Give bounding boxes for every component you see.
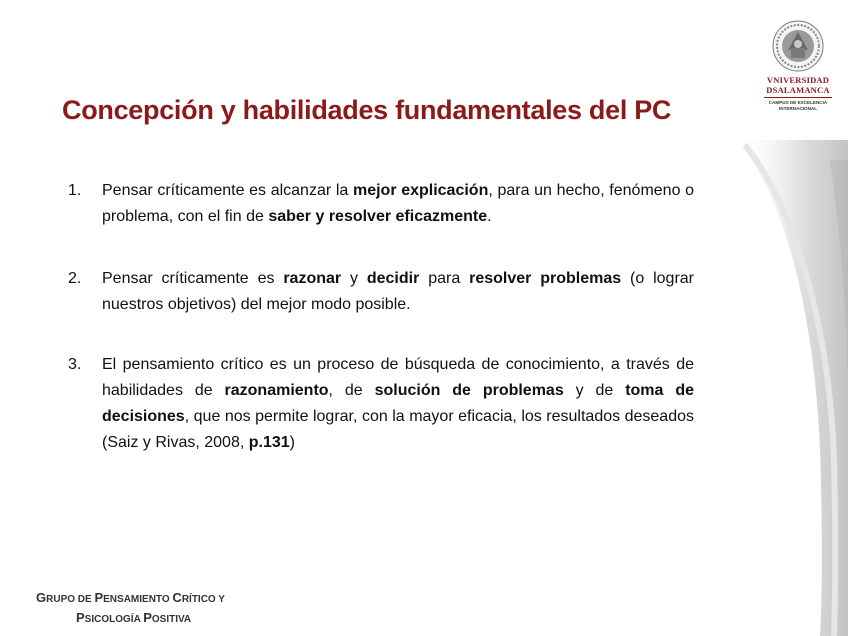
bold-text-run: p.131 [248,434,290,451]
slide-title: Concepción y habilidades fundamentales del PC [62,95,672,125]
bold-text-run: toma de decisiones [102,382,694,425]
bold-text-run: saber y resolver eficazmente [268,208,488,225]
numbered-list [68,178,694,492]
footer-text-run: P [143,610,152,625]
list-item-text [102,270,694,313]
list-item-number: 2. [68,270,82,287]
university-seal-icon [772,20,824,72]
footer-text-run: OSITIVA [151,614,192,625]
footer-text-run: C [172,590,182,605]
text-run: . [487,208,492,225]
list-item-text [102,356,694,451]
footer-text-run: G [36,590,47,605]
text-run: (o lograr nuestros objetivos) del mejor modo posible. [102,270,695,313]
campus-label [758,100,838,112]
text-run: , para un hecho, fenómeno o problema, con el fin de [102,182,695,225]
bold-text-run: solución de problemas [374,382,564,399]
list-item [68,178,694,230]
footer-text-run: ENSAMIENTO [103,594,173,605]
list-item-number: 3. [68,356,82,373]
text-run: Pensar críticamente es alcanzar la [102,182,353,199]
bold-text-run: decidir [366,270,420,287]
university-name [758,75,838,95]
text-run: El pensamiento crítico es un proceso de búsqueda de conocimiento, a través de habilidades de [102,356,694,399]
footer-line1 [36,589,296,609]
university-name-line2: DSALAMANCA [766,85,830,95]
footer-text-run: P [94,590,104,605]
text-run: , de [328,382,375,399]
text-run: , que nos permite lograr, con la mayor eficacia, los resultados deseados (Saiz y Rivas, 2008, [102,408,694,451]
list-item [68,266,694,318]
text-run: y de [563,382,626,399]
text-run: ) [289,434,295,451]
bold-text-run: razonamiento [224,382,329,399]
logo-divider [764,97,832,98]
footer-text-run: RUPO DE [46,594,95,605]
bold-text-run: mejor explicación [352,182,489,199]
list-item-number: 1. [68,182,82,199]
list-item [68,352,694,456]
footer-text-run: SICOLOGÍA [84,614,144,625]
footer-group-name [36,589,296,629]
text-run: y [341,270,367,287]
footer-line2 [36,609,296,629]
footer-text-run: RÍTICO Y [181,594,225,605]
university-name-line1: VNIVERSIDAD [766,75,830,85]
bold-text-run: resolver problemas [469,270,622,287]
footer-text-run: P [76,610,85,625]
university-logo [758,20,838,120]
campus-label-line1: CAMPUS DE EXCELENCIA [768,100,828,105]
bold-text-run: razonar [283,270,342,287]
list-item-text [102,182,694,225]
text-run: Pensar críticamente es [102,270,284,287]
text-run: para [419,270,470,287]
campus-label-line2: INTERNACIONAL [778,106,818,111]
